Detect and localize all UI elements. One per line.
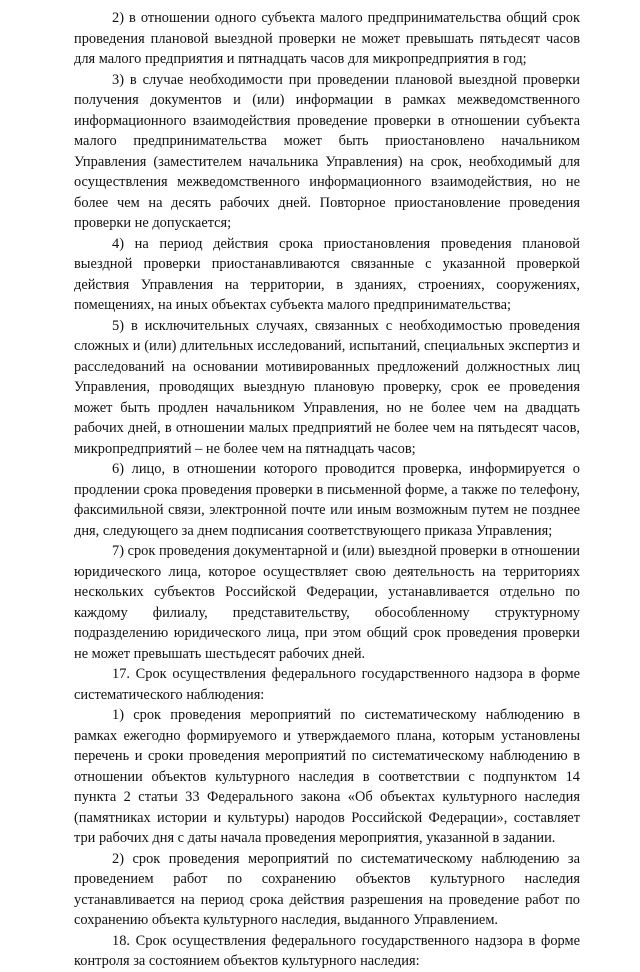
paragraph-3-suspension: 3) в случае необходимости при проведении плановой выездной проверки получения документов и (или) информации в рамках межведомственного информационного взаимодействия проведение проверки в отношении субъекта малого предпринимательства может быть приостановлено начальником Управления (заместителем начальника Управления) на срок, необходимый для осуществления межведомственного информационного взаимодействия, но не более чем на десять рабочих дней. Повторное приостановление проведения проверки не допускается;: [74, 71, 580, 231]
section-18-heading: 18. Срок осуществления федерального государственного надзора в форме контроля за состоянием объектов культурного наследия:: [74, 932, 580, 969]
section-17-item-2: 2) срок проведения мероприятий по систематическому наблюдению за проведением работ по сохранению объектов культурного наследия устанавливается на период срока действия разрешения на проведение работ по сохранению объекта культурного наследия, выданного Управлением.: [74, 850, 580, 928]
paragraph-2-total-duration: 2) в отношении одного субъекта малого предпринимательства общий срок проведения плановой выездной проверки не может превышать пятьдесят часов для малого предприятия и пятнадцать часов для микропредприятия в год;: [74, 10, 580, 67]
document-body: [74, 8, 580, 972]
section-17-heading: 17. Срок осуществления федерального государственного надзора в форме систематического наблюдения:: [74, 666, 580, 703]
paragraph-5-extension: 5) в исключительных случаях, связанных с необходимостью проведения сложных и (или) длительных исследований, испытаний, специальных экспертиз и расследований на основании мотивированных предложений должностных лиц Управления, проводящих выездную плановую проверку, срок ее проведения может быть продлен начальником Управления, но не более чем на двадцать рабочих дней, в отношении малых предприятий не более чем на пятьдесят часов, микропредприятий – не более чем на пятнадцать часов;: [74, 317, 580, 457]
paragraph-4-suspension-effects: 4) на период действия срока приостановления проведения плановой выездной проверки приостанавливаются связанные с указанной проверкой действия Управления на территории, в зданиях, строениях, сооружениях, помещениях, на иных объектах субъекта малого предпринимательства;: [74, 235, 580, 313]
paragraph-7-branches: 7) срок проведения документарной и (или) выездной проверки в отношении юридического лица, которое осуществляет свою деятельность на территориях нескольких субъектов Российской Федерации, устанавливается отдельно по каждому филиалу, представительству, обособленному структурному подразделению юридического лица, при этом общий срок проведения проверки не может превышать шестьдесят рабочих дней.: [74, 543, 580, 662]
section-17-item-1: 1) срок проведения мероприятий по систематическому наблюдению в рамках ежегодно формируемого и утверждаемого плана, которым установлены перечень и сроки проведения мероприятий по систематическому наблюдению в отношении объектов культурного наследия в соответствии с подпунктом 14 пункта 2 статьи 33 Федерального закона «Об объектах культурного наследия (памятниках истории и культуры) народов Российской Федерации», составляет три рабочих дня с даты начала проведения мероприятия, указанной в задании.: [74, 707, 580, 846]
paragraph-6-notification: 6) лицо, в отношении которого проводится проверка, информируется о продлении срока проведения проверки в письменной форме, а также по телефону, факсимильной связи, электронной почте или иным возможным путем не позднее дня, следующего за днем подписания соответствующего приказа Управления;: [74, 461, 580, 539]
